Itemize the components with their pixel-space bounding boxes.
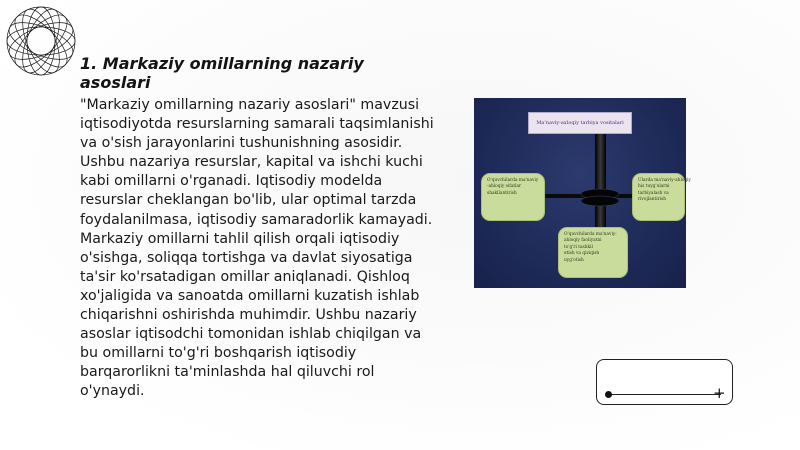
diagram-bottom-line: uyg'otish [564,257,584,263]
spirograph-logo-icon [4,4,78,78]
diagram-right-line: his tuyg'ularni [638,184,670,190]
diagram-image [474,98,691,288]
slider-track[interactable] [608,394,721,395]
slider-widget[interactable] [596,359,733,405]
slider-handle[interactable] [605,391,612,398]
diagram-bottom-box [558,227,628,278]
slide-title: 1. Markaziy omillarning nazariy asoslari [80,54,364,92]
diagram-left-line: shakllantirish [487,190,517,196]
diagram-right-line: tarbiyalash va [638,190,669,196]
diagram-left-line: O'quvchilarda ma'naviy [487,178,539,183]
diagram-right-box [632,173,691,221]
diagram-left-line: -ahloqiy sifatlar [487,184,522,190]
plus-icon[interactable]: + [713,384,726,402]
diagram-bottom-line: O'quvchilarda ma'naviy- [564,232,617,237]
diagram-right-line: rivojlantirish [638,197,666,203]
diagram-left-box [481,173,545,221]
slide-body-text: "Markaziy omillarning nazariy asoslari" mavzusi iqtisodiyotda resurslarning samarali taqsimlanishi va o'sish jarayonlarini tushunishning asosidir. Ushbu nazariya resurslar, kapital va ishchi kuchi kabi omillarni o'rganadi. Iqtisodiy modelda resurslar cheklangan bo'lib, ular optimal tarzda foydalanilmasa, iqtisodiy samaradorlik kamayadi. Markaziy omillarni tahlil qilish orqali iqtisodiy o'sishga, soliqqa tortishga va davlat siyosatiga ta'sir ko'rsatadigan omillar aniqlanadi. Qishloq xo'jaligida va sanoatda omillarni kuzatish ishlab chiqarishni oshirishda muhimdir. Ushbu nazariy asoslar iqtisodchi tomonidan ishlab chiqilgan va bu omillarni to'g'ri boshqarish iqtisodiy barqarorlikni ta'minlashda hal qiluvchi rol o'ynaydi. [80,97,434,400]
diagram-bottom-line: ahloqiy faoliyatni [564,238,602,244]
diagram-bottom-line: etish va qiziqish [564,251,600,257]
diagram-right-line: Ularda ma'naviy-ahloqiy [638,178,691,183]
diagram-bottom-line: to'g'ri tashkil [564,244,593,250]
diagram-title-box: Ma'naviy-axloqiy tarbiya vositalari [528,112,632,134]
